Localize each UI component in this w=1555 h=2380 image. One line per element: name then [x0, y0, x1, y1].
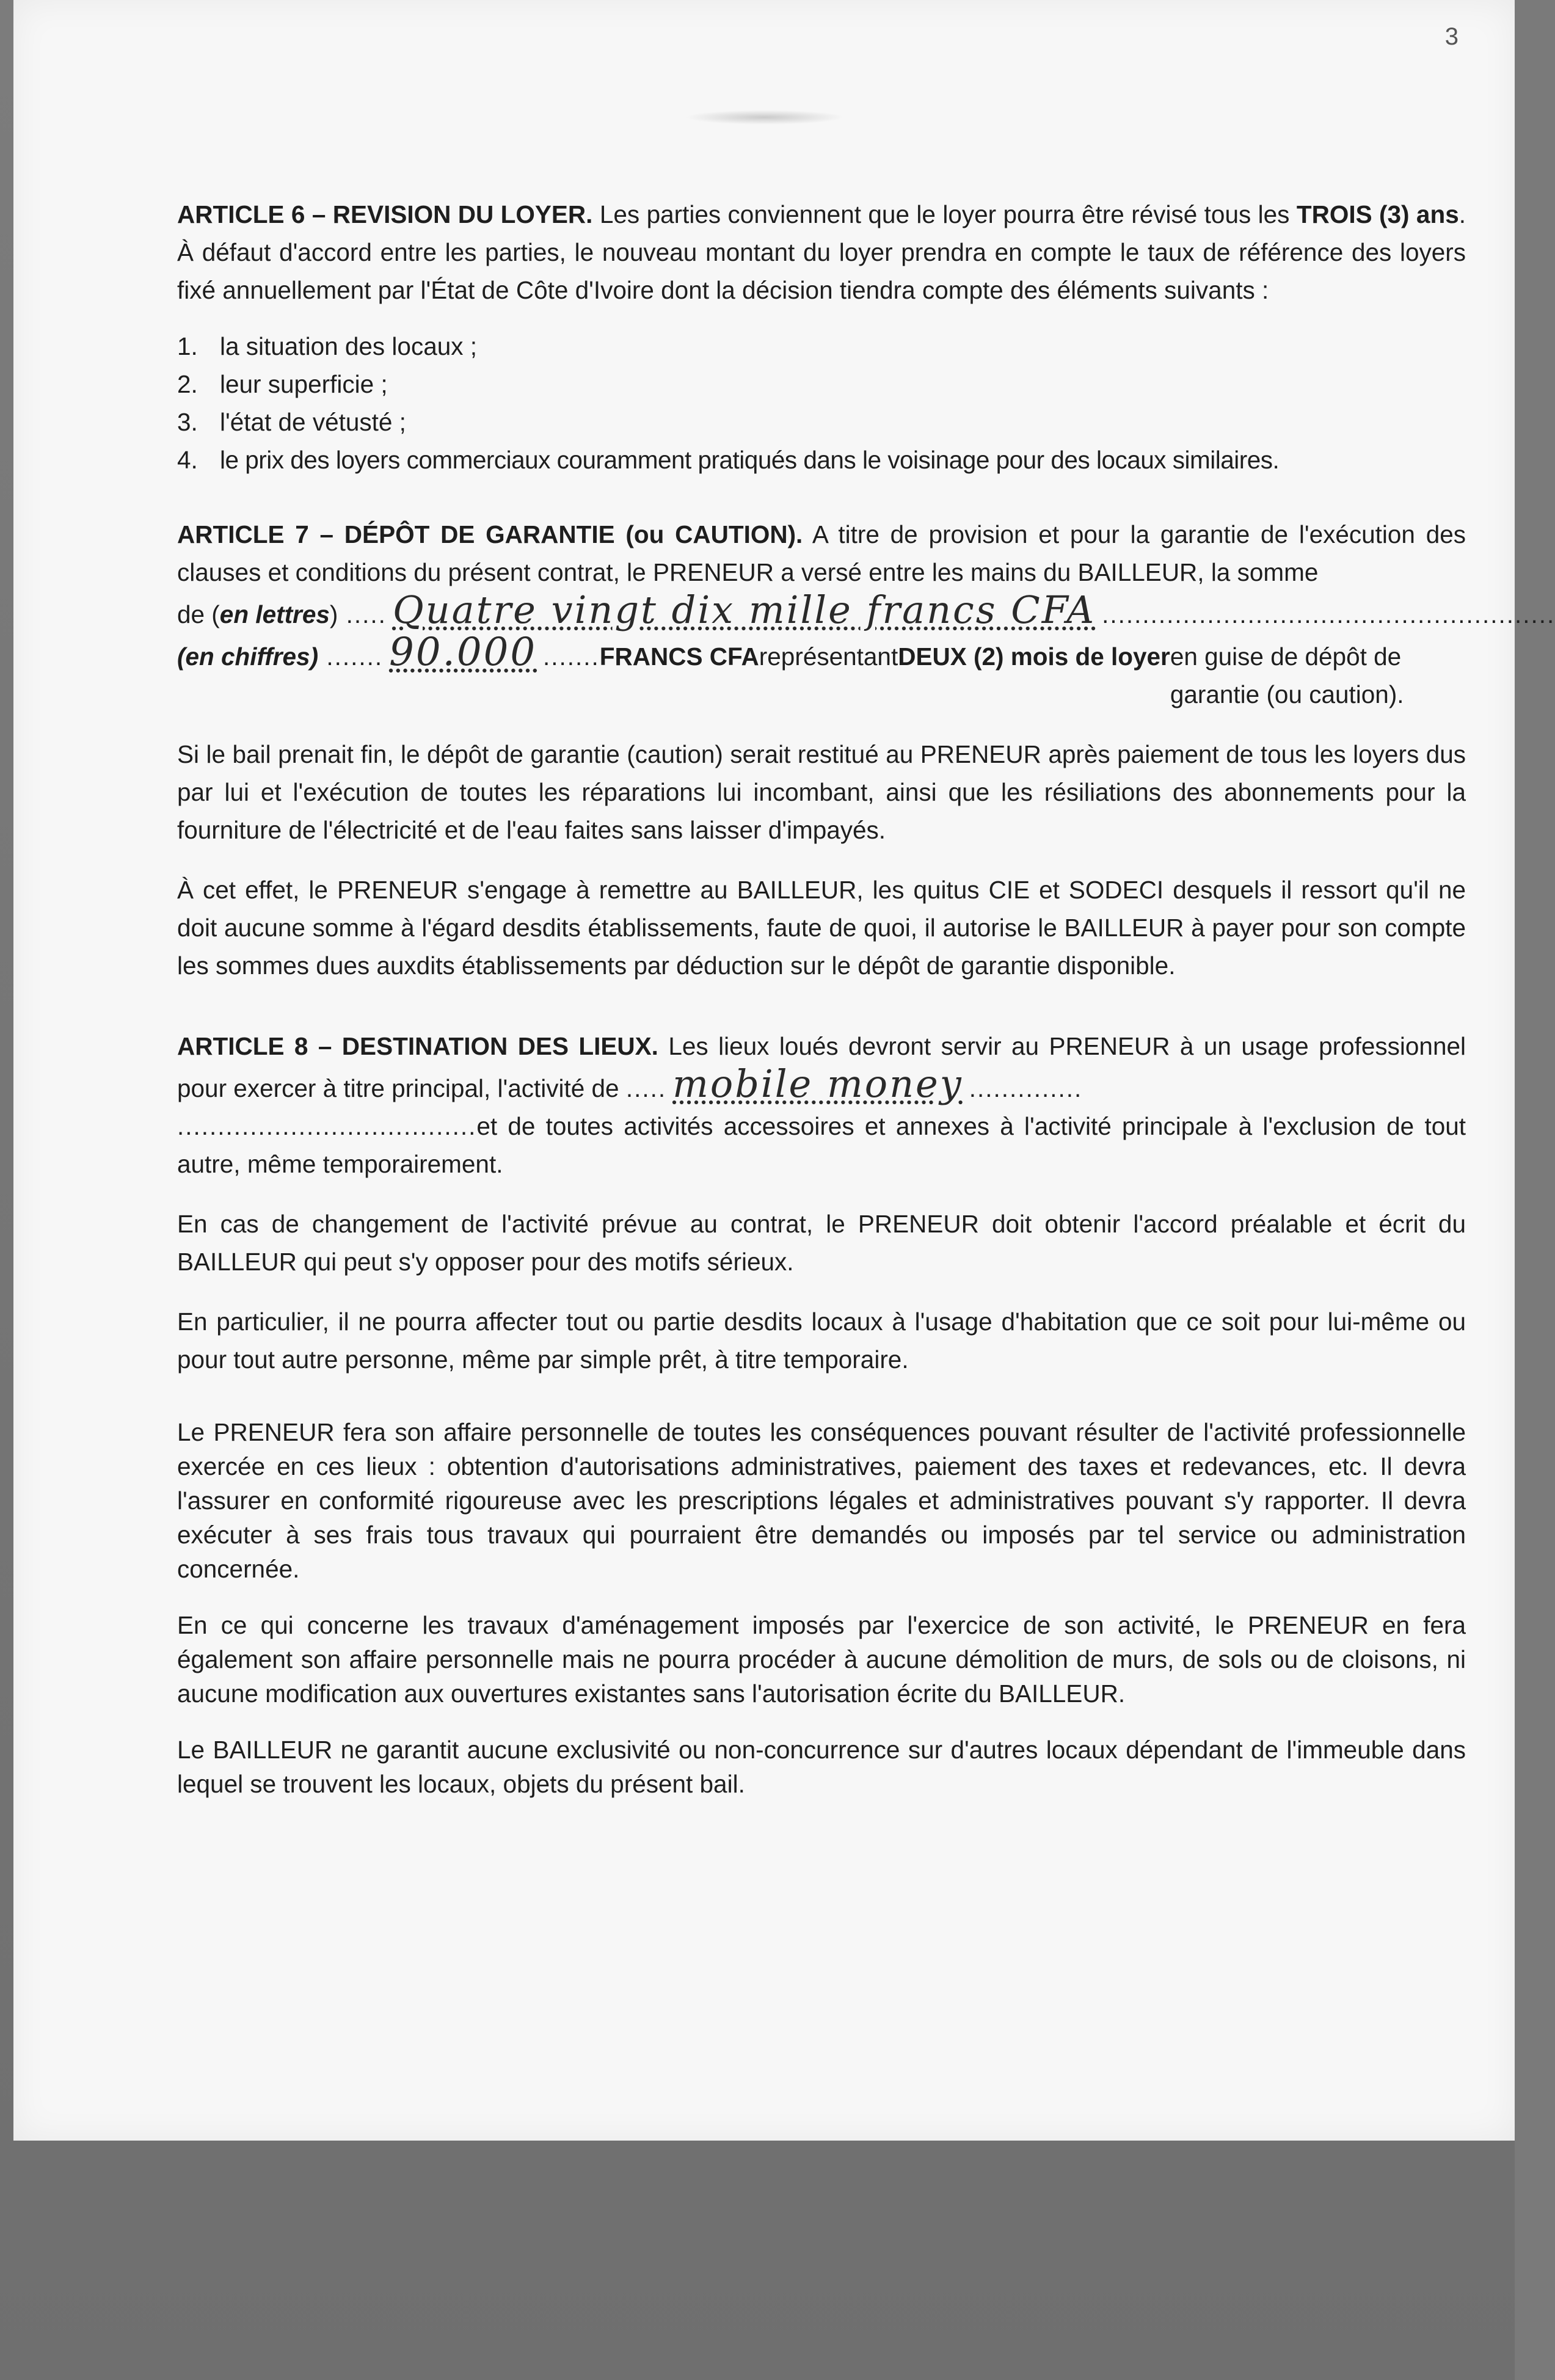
- document-content: [177, 195, 1555, 1823]
- article-8-text-a: Les lieux loués devront servir au PRENEUR à un usage professionnel pour exercer à titre principal, l'activité de: [177, 1032, 1466, 1102]
- list-item: 3. l'état de vétusté ;: [177, 408, 406, 436]
- article-7-text-a: A titre de provision et pour la garantie de l'exécution des clauses et conditions du présent contrat, le PRENEUR a versé entre les mains du BAILLEUR, la somme: [177, 520, 1466, 586]
- en-lettres-label: en lettres: [219, 600, 330, 628]
- article-8-exclusion-line: .....................................et de toutes activités accessoires et annexes à l'activité principale à l'exclusion de tout autre, même temporairement.: [177, 1112, 1466, 1178]
- revision-conditions-list: [177, 327, 1466, 479]
- article-8-exclusivite-paragraph: Le BAILLEUR ne garantit aucune exclusivité ou non-concurrence sur d'autres locaux dépendant de l'immeuble dans lequel se trouvent les locaux, objets du présent bail.: [177, 1736, 1466, 1798]
- amount-words-line: de ( en lettres ) ..... Quatre vingt dix mille francs CFA ........................................................: [177, 588, 1555, 632]
- article-8-change-paragraph: En cas de changement de l'activité prévue au contrat, le PRENEUR doit obtenir l'accord préalable et écrit du BAILLEUR qui peut s'y opposer pour des motifs sérieux.: [177, 1210, 1466, 1276]
- amount-figures-line: (en chiffres) ....... 90.000 ....... FRANCS CFA représentant DEUX (2) mois de loyer en guise de dépôt de garantie (ou caution).: [177, 630, 1404, 708]
- list-item: 4. le prix des loyers commerciaux couramment pratiqués dans le voisinage pour des locaux similaires.: [177, 446, 1280, 474]
- article-7-restitution-paragraph: Si le bail prenait fin, le dépôt de garantie (caution) serait restitué au PRENEUR après paiement de tous les loyers dus par lui et l'exécution de toutes les réparations lui incombant, ainsi que les résiliations des abonnements pour la fourniture de l'électricité et de l'eau faites sans laisser d'impayés.: [177, 740, 1466, 844]
- list-item: 2. leur superficie ;: [177, 370, 388, 398]
- article-6-trois: TROIS (3) ans: [1296, 200, 1459, 228]
- article-6-text-a: Les parties conviennent que le loyer pourra être révisé tous les: [592, 200, 1297, 228]
- article-7-heading: ARTICLE 7 – DÉPÔT DE GARANTIE (ou CAUTION).: [177, 520, 803, 548]
- amount-words-handwritten: Quatre vingt dix mille francs CFA: [392, 588, 1096, 632]
- activity-handwritten: mobile money: [672, 1061, 963, 1106]
- article-8-travaux-paragraph: En ce qui concerne les travaux d'aménagement imposés par l'exercice de son activité, le PRENEUR en fera également son affaire personnelle mais ne pourra procéder à aucune démolition de murs, de sols ou de cloisons, ni aucune modification aux ouvertures existantes sans l'autorisation écrite du BAILLEUR.: [177, 1611, 1466, 1708]
- article-8-consequences-paragraph: Le PRENEUR fera son affaire personnelle de toutes les conséquences pouvant résulter de l'activité professionnelle exercée en ces lieux : obtention d'autorisations administratives, paiement des taxes et redevances, etc. Il devra l'assurer en conformité rigoureuse avec les prescriptions légales et administratives pouvant s'y rapporter. Il devra exécuter à ses frais tous travaux qui pourraient être demandés ou imposés par tel service ou administration concernée.: [177, 1418, 1466, 1583]
- article-6-text-b: . À défaut d'accord entre les parties, le nouveau montant du loyer prendra en compte le taux de référence des loyers fixé annuellement par l'État de Côte d'Ivoire dont la décision tiendra compte des éléments suivants :: [177, 200, 1466, 304]
- page-number: 3: [1444, 23, 1458, 50]
- list-item: 1. la situation des locaux ;: [177, 332, 477, 360]
- amount-figures-handwritten: 90.000: [389, 630, 537, 675]
- scan-smudge: [685, 110, 844, 125]
- article-7-paragraph: [177, 515, 1466, 591]
- francs-cfa-label: FRANCS CFA: [599, 642, 759, 671]
- en-chiffres-label: (en chiffres): [177, 642, 319, 671]
- article-8-heading: ARTICLE 8 – DESTINATION DES LIEUX.: [177, 1032, 658, 1060]
- article-6-paragraph: [177, 195, 1466, 309]
- article-8-habitation-paragraph: En particulier, il ne pourra affecter tout ou partie desdits locaux à l'usage d'habitation que ce soit pour lui-même ou pour tout autre personne, même par simple prêt, à titre temporaire.: [177, 1308, 1466, 1374]
- article-8-paragraph: ARTICLE 8 – DESTINATION DES LIEUX. Les lieux loués devront servir au PRENEUR à un usage professionnel pour exercer à titre principal, l'activité de ..... mobile money ..............: [177, 1032, 1466, 1106]
- deux-mois-loyer: DEUX (2) mois de loyer: [898, 642, 1170, 671]
- article-7-quitus-paragraph: À cet effet, le PRENEUR s'engage à remettre au BAILLEUR, les quitus CIE et SODECI desquels il ressort qu'il ne doit aucune somme à l'égard desdits établissements, faute de quoi, il autorise le BAILLEUR à payer pour son compte les sommes dues auxdits établissements par déduction sur le dépôt de garantie disponible.: [177, 876, 1466, 980]
- article-8-text-b: et de toutes activités accessoires et annexes à l'activité principale à l'exclusion de tout autre, même temporairement.: [177, 1112, 1466, 1178]
- article-6-heading: ARTICLE 6 – REVISION DU LOYER.: [177, 200, 593, 228]
